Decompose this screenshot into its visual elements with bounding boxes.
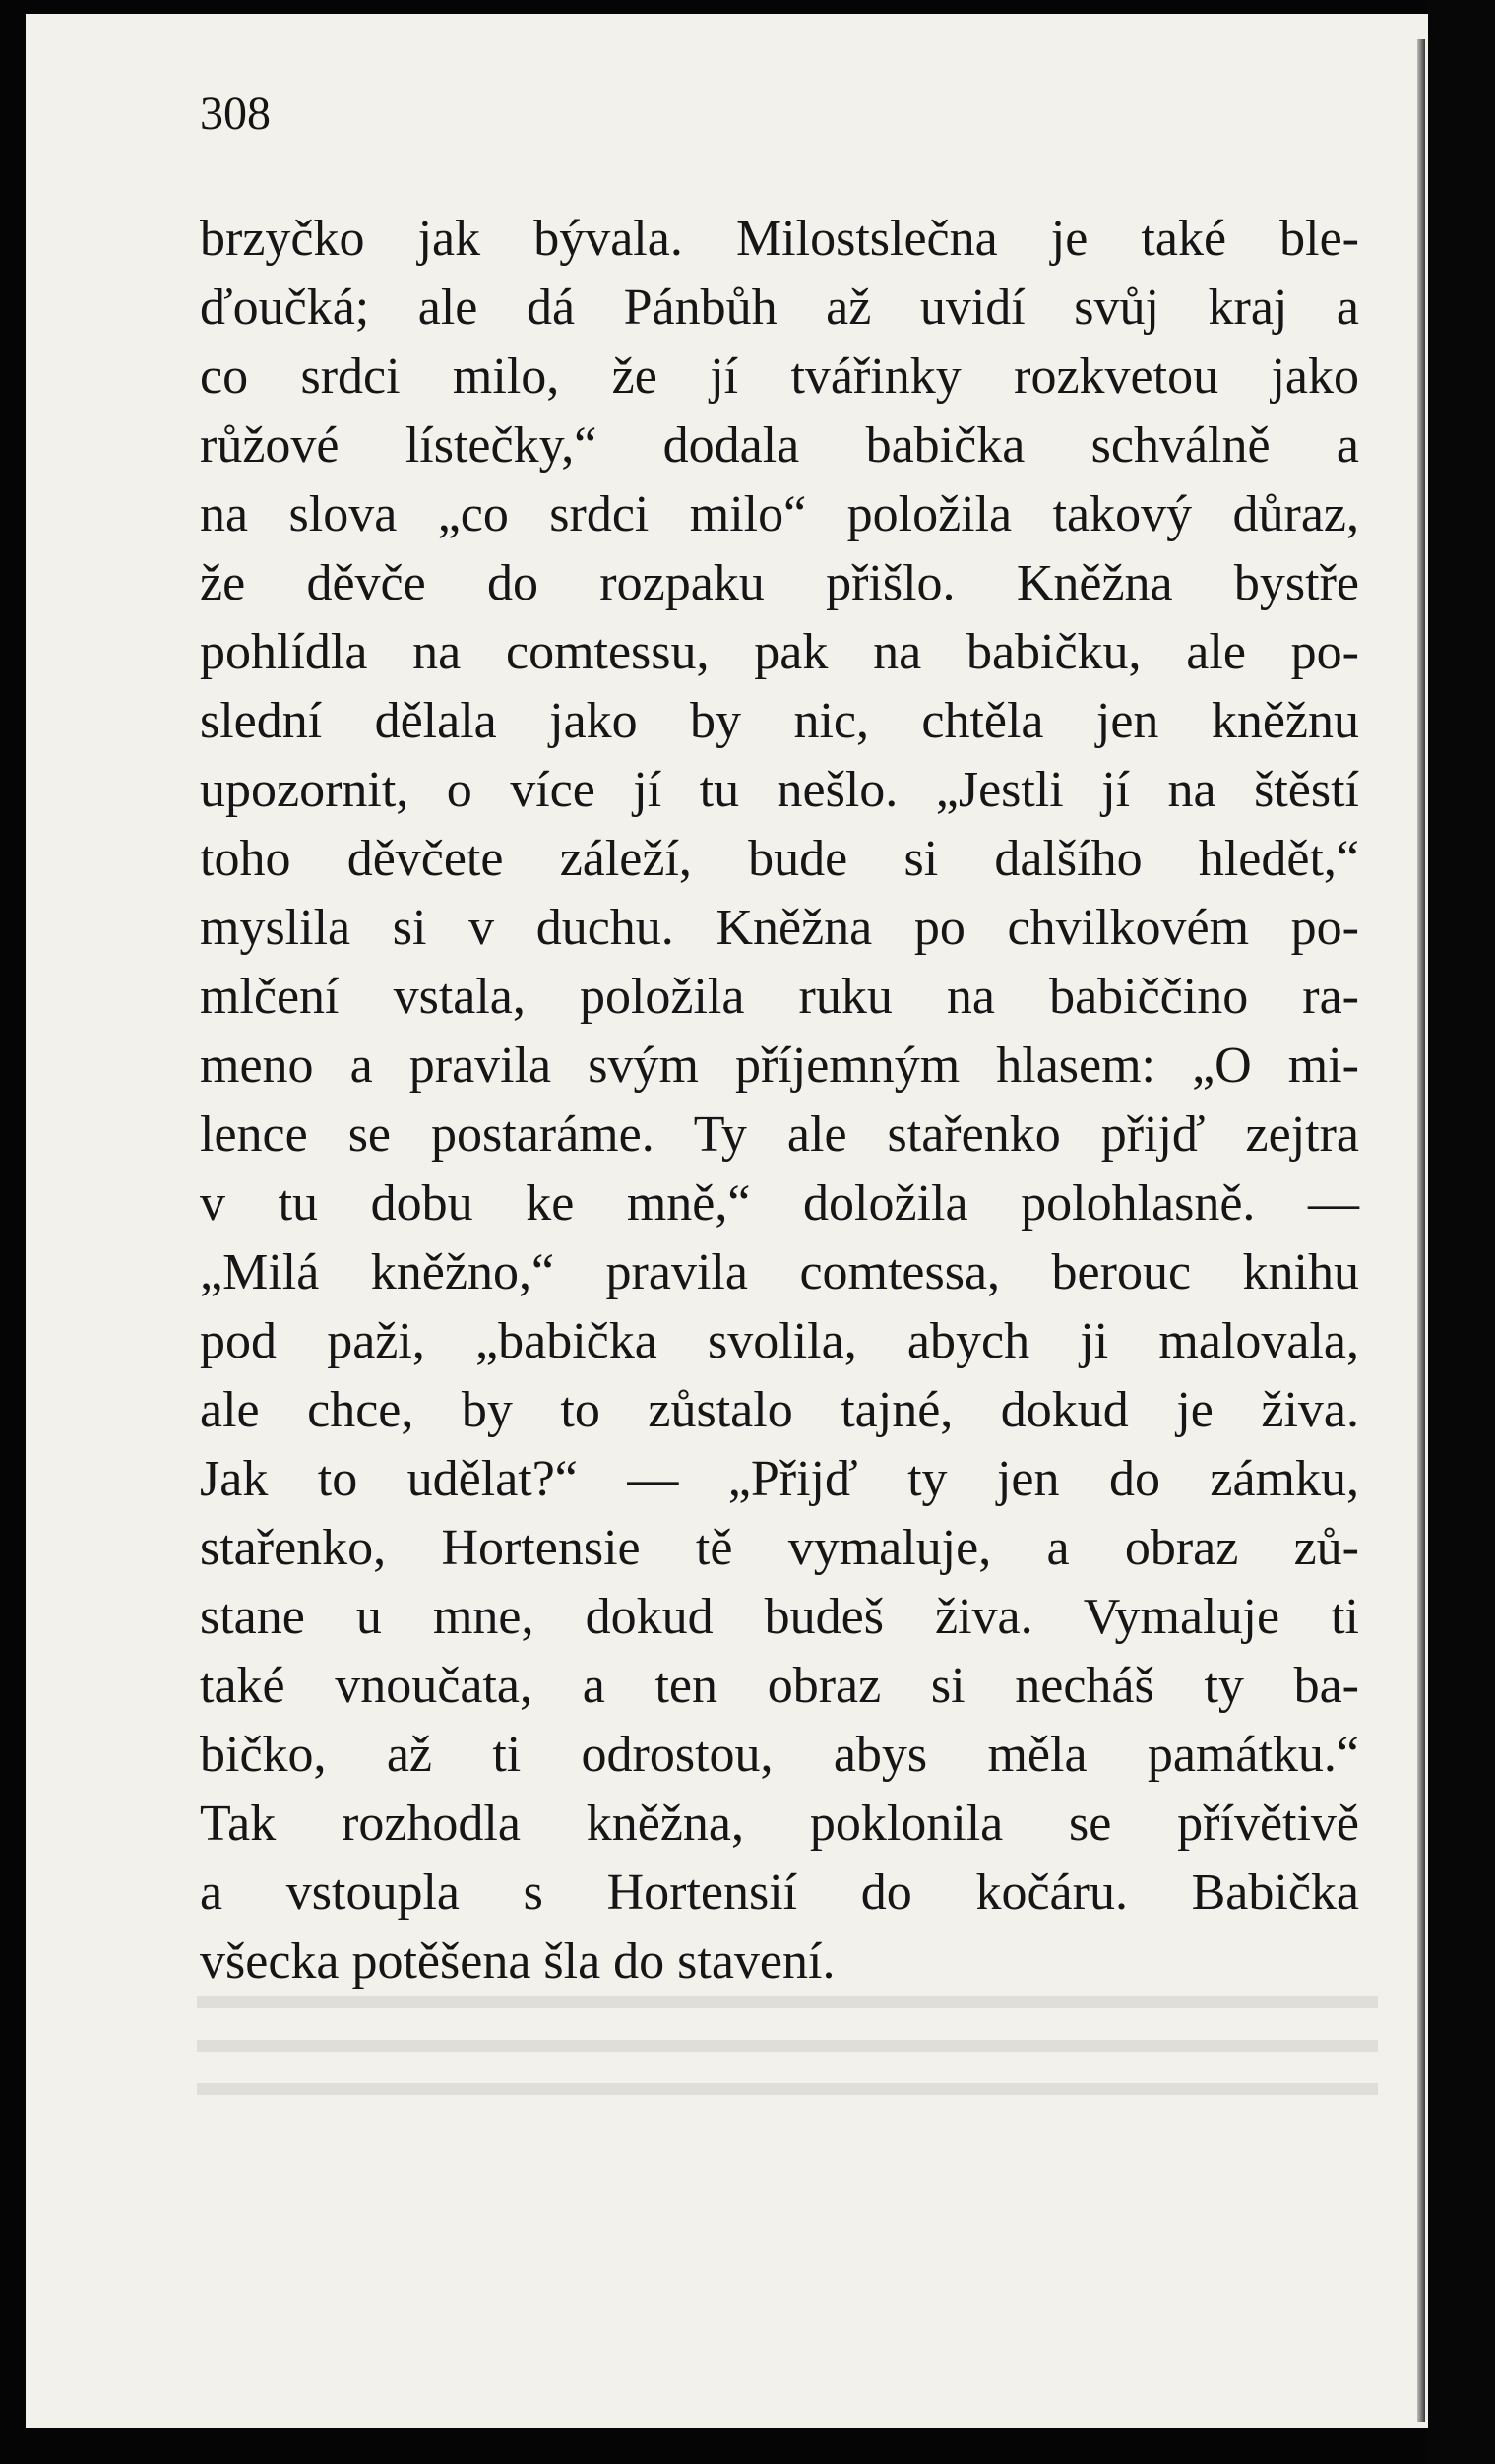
text-line: „Milá kněžno,“ pravila comtessa, berouc knihu	[200, 1244, 1359, 1300]
text-line: stařenko, Hortensie tě vymaluje, a obraz zů-	[200, 1520, 1359, 1576]
body-text	[200, 205, 1359, 1996]
show-through-text	[197, 1979, 1378, 2097]
text-line: v tu dobu ke mně,“ doložila polohlasně. —	[200, 1175, 1359, 1232]
text-line: ale chce, by to zůstalo tajné, dokud je živa.	[200, 1382, 1359, 1438]
book-spine	[1428, 0, 1495, 2464]
page-number: 308	[200, 88, 271, 140]
text-line: toho děvčete záleží, bude si dalšího hledět,“	[200, 831, 1359, 887]
text-line: že děvče do rozpaku přišlo. Kněžna bystře	[200, 555, 1359, 611]
text-line: a vstoupla s Hortensií do kočáru. Babička	[200, 1864, 1359, 1921]
text-line: stane u mne, dokud budeš živa. Vymaluje ti	[200, 1589, 1359, 1645]
text-line: pohlídla na comtessu, pak na babičku, ale po-	[200, 624, 1359, 680]
text-line: co srdci milo, že jí tvářinky rozkvetou jako	[200, 348, 1359, 405]
text-line: všecka potěšena šla do stavení.	[200, 1933, 836, 1990]
text-line: na slova „co srdci milo“ položila takový důraz,	[200, 486, 1359, 542]
text-line: Tak rozhodla kněžna, poklonila se přívětivě	[200, 1796, 1359, 1852]
page-edge-shadow	[1417, 39, 1425, 2422]
text-line: bičko, až ti odrostou, abys měla památku.“	[200, 1727, 1359, 1783]
text-line: také vnoučata, a ten obraz si necháš ty ba-	[200, 1658, 1359, 1714]
text-line: slední dělala jako by nic, chtěla jen kněžnu	[200, 693, 1359, 749]
text-line: ďoučká; ale dá Pánbůh až uvidí svůj kraj a	[200, 280, 1359, 336]
text-line: myslila si v duchu. Kněžna po chvilkovém po-	[200, 900, 1359, 956]
text-line: meno a pravila svým příjemným hlasem: „O mi-	[200, 1038, 1359, 1094]
text-line: pod paži, „babička svolila, abych ji malovala,	[200, 1313, 1359, 1369]
text-line: upozornit, o více jí tu nešlo. „Jestli jí na štěstí	[200, 762, 1359, 818]
text-line: mlčení vstala, položila ruku na babiččino ra-	[200, 969, 1359, 1025]
text-line: brzyčko jak bývala. Milostslečna je také ble-	[200, 211, 1359, 267]
text-line: Jak to udělat?“ — „Přijď ty jen do zámku,	[200, 1451, 1359, 1507]
text-line: lence se postaráme. Ty ale stařenko přijď zejtra	[200, 1106, 1359, 1163]
text-line: růžové lístečky,“ dodala babička schválně a	[200, 417, 1359, 474]
